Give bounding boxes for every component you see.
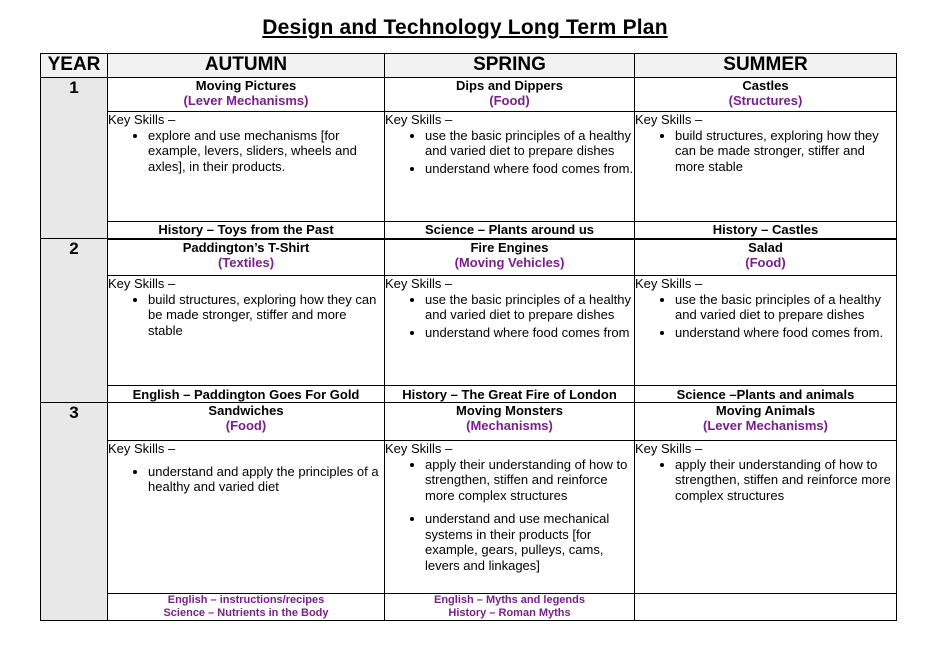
key-skills-label: Key Skills –	[108, 276, 176, 291]
key-skills-label: Key Skills –	[635, 276, 703, 291]
cross-curricular-link: English – Paddington Goes For Gold	[108, 386, 385, 403]
year-2-skills-row	[41, 276, 897, 386]
topic-name: Sandwiches	[208, 403, 284, 418]
topic-name: Fire Engines	[470, 239, 549, 255]
year-1-label: 1	[41, 78, 108, 239]
year-1-topic-row	[41, 78, 897, 112]
cross-curricular-link: Science –Plants and animals	[635, 386, 897, 403]
topic-cell	[385, 403, 635, 441]
topic-name: Salad	[748, 239, 783, 255]
topic-type: (Moving Vehicles)	[454, 254, 565, 270]
header-row	[41, 54, 897, 78]
header-autumn: AUTUMN	[108, 54, 385, 78]
topic-cell	[385, 239, 635, 276]
year-3-link-row	[41, 594, 897, 621]
skills-cell	[385, 276, 635, 386]
topic-name: Castles	[742, 78, 789, 93]
skills-cell	[108, 441, 385, 594]
skill-item: • understand and use mechanical systems in their products [for example, gears, pulleys, cams, levers and linkages]	[425, 511, 634, 573]
skill-item: • apply their understanding of how to strengthen, stiffen and reinforce more complex structures	[425, 457, 634, 504]
key-skills-label: Key Skills –	[385, 441, 453, 456]
topic-type: (Lever Mechanisms)	[183, 93, 309, 108]
link-line: English – instructions/recipes	[167, 594, 325, 606]
skill-item: • explore and use mechanisms [for example, levers, sliders, wheels and axles], in their products.	[148, 128, 384, 175]
topic-type: (Food)	[225, 418, 267, 433]
skill-item: • use the basic principles of a healthy and varied diet to prepare dishes	[675, 292, 896, 323]
topic-cell	[108, 78, 385, 112]
cross-curricular-link: Science – Plants around us	[385, 222, 635, 239]
key-skills-label: Key Skills –	[108, 441, 176, 456]
cross-curricular-links	[108, 594, 385, 621]
topic-type: (Structures)	[728, 93, 803, 108]
skills-cell	[635, 441, 897, 594]
skills-cell	[108, 276, 385, 386]
cross-curricular-link: History – Castles	[635, 222, 897, 239]
header-spring: SPRING	[385, 54, 635, 78]
skill-item: • understand where food comes from	[425, 325, 634, 341]
topic-cell	[385, 78, 635, 112]
skill-item: • understand and apply the principles of a healthy and varied diet	[148, 464, 384, 495]
year-3-topic-row	[41, 403, 897, 441]
link-line: History – Roman Myths	[448, 607, 571, 619]
skill-item: • use the basic principles of a healthy and varied diet to prepare dishes	[425, 128, 634, 159]
skills-cell	[385, 112, 635, 222]
topic-type: (Food)	[489, 93, 530, 108]
skill-item: • apply their understanding of how to strengthen, stiffen and reinforce more complex structures	[675, 457, 896, 504]
topic-name: Dips and Dippers	[456, 78, 563, 93]
topic-name: Paddington’s T-Shirt	[182, 239, 310, 255]
header-summer: SUMMER	[635, 54, 897, 78]
year-3-skills-row	[41, 441, 897, 594]
topic-type: (Lever Mechanisms)	[703, 418, 828, 433]
skill-item: • use the basic principles of a healthy and varied diet to prepare dishes	[425, 292, 634, 323]
key-skills-label: Key Skills –	[635, 441, 703, 456]
skill-item: • understand where food comes from.	[425, 161, 634, 177]
topic-cell	[108, 239, 385, 276]
year-2-link-row	[41, 386, 897, 403]
topic-cell	[108, 403, 385, 441]
header-year: YEAR	[41, 54, 108, 78]
skills-cell	[635, 112, 897, 222]
topic-name: Moving Animals	[715, 403, 816, 418]
year-1-link-row	[41, 222, 897, 239]
topic-name: Moving Monsters	[456, 403, 563, 418]
topic-type: (Textiles)	[217, 254, 275, 270]
skills-cell	[635, 276, 897, 386]
cross-curricular-link: History – The Great Fire of London	[385, 386, 635, 403]
year-2-topic-row	[41, 239, 897, 276]
key-skills-label: Key Skills –	[108, 112, 176, 127]
key-skills-label: Key Skills –	[385, 112, 453, 127]
link-line: English – Myths and legends	[434, 594, 585, 606]
cross-curricular-links	[385, 594, 635, 621]
year-3-label: 3	[41, 403, 108, 621]
topic-cell	[635, 403, 897, 441]
skill-item: • understand where food comes from.	[675, 325, 896, 341]
topic-type: (Food)	[745, 254, 786, 270]
long-term-plan-table	[40, 53, 897, 621]
key-skills-label: Key Skills –	[635, 112, 703, 127]
topic-cell	[635, 78, 897, 112]
cross-curricular-links	[635, 594, 897, 621]
year-1-skills-row	[41, 112, 897, 222]
year-2-label: 2	[41, 239, 108, 403]
skill-item: • build structures, exploring how they can be made stronger, stiffer and more stable	[148, 292, 384, 339]
page-title: Design and Technology Long Term Plan	[262, 16, 668, 39]
skills-cell	[108, 112, 385, 222]
topic-name: Moving Pictures	[195, 78, 297, 93]
link-line: Science – Nutrients in the Body	[163, 607, 329, 619]
key-skills-label: Key Skills –	[385, 276, 453, 291]
skill-item: • build structures, exploring how they can be made stronger, stiffer and more stable	[675, 128, 896, 175]
cross-curricular-link: History – Toys from the Past	[108, 222, 385, 239]
topic-cell	[635, 239, 897, 276]
topic-type: (Mechanisms)	[466, 418, 553, 433]
skills-cell	[385, 441, 635, 594]
